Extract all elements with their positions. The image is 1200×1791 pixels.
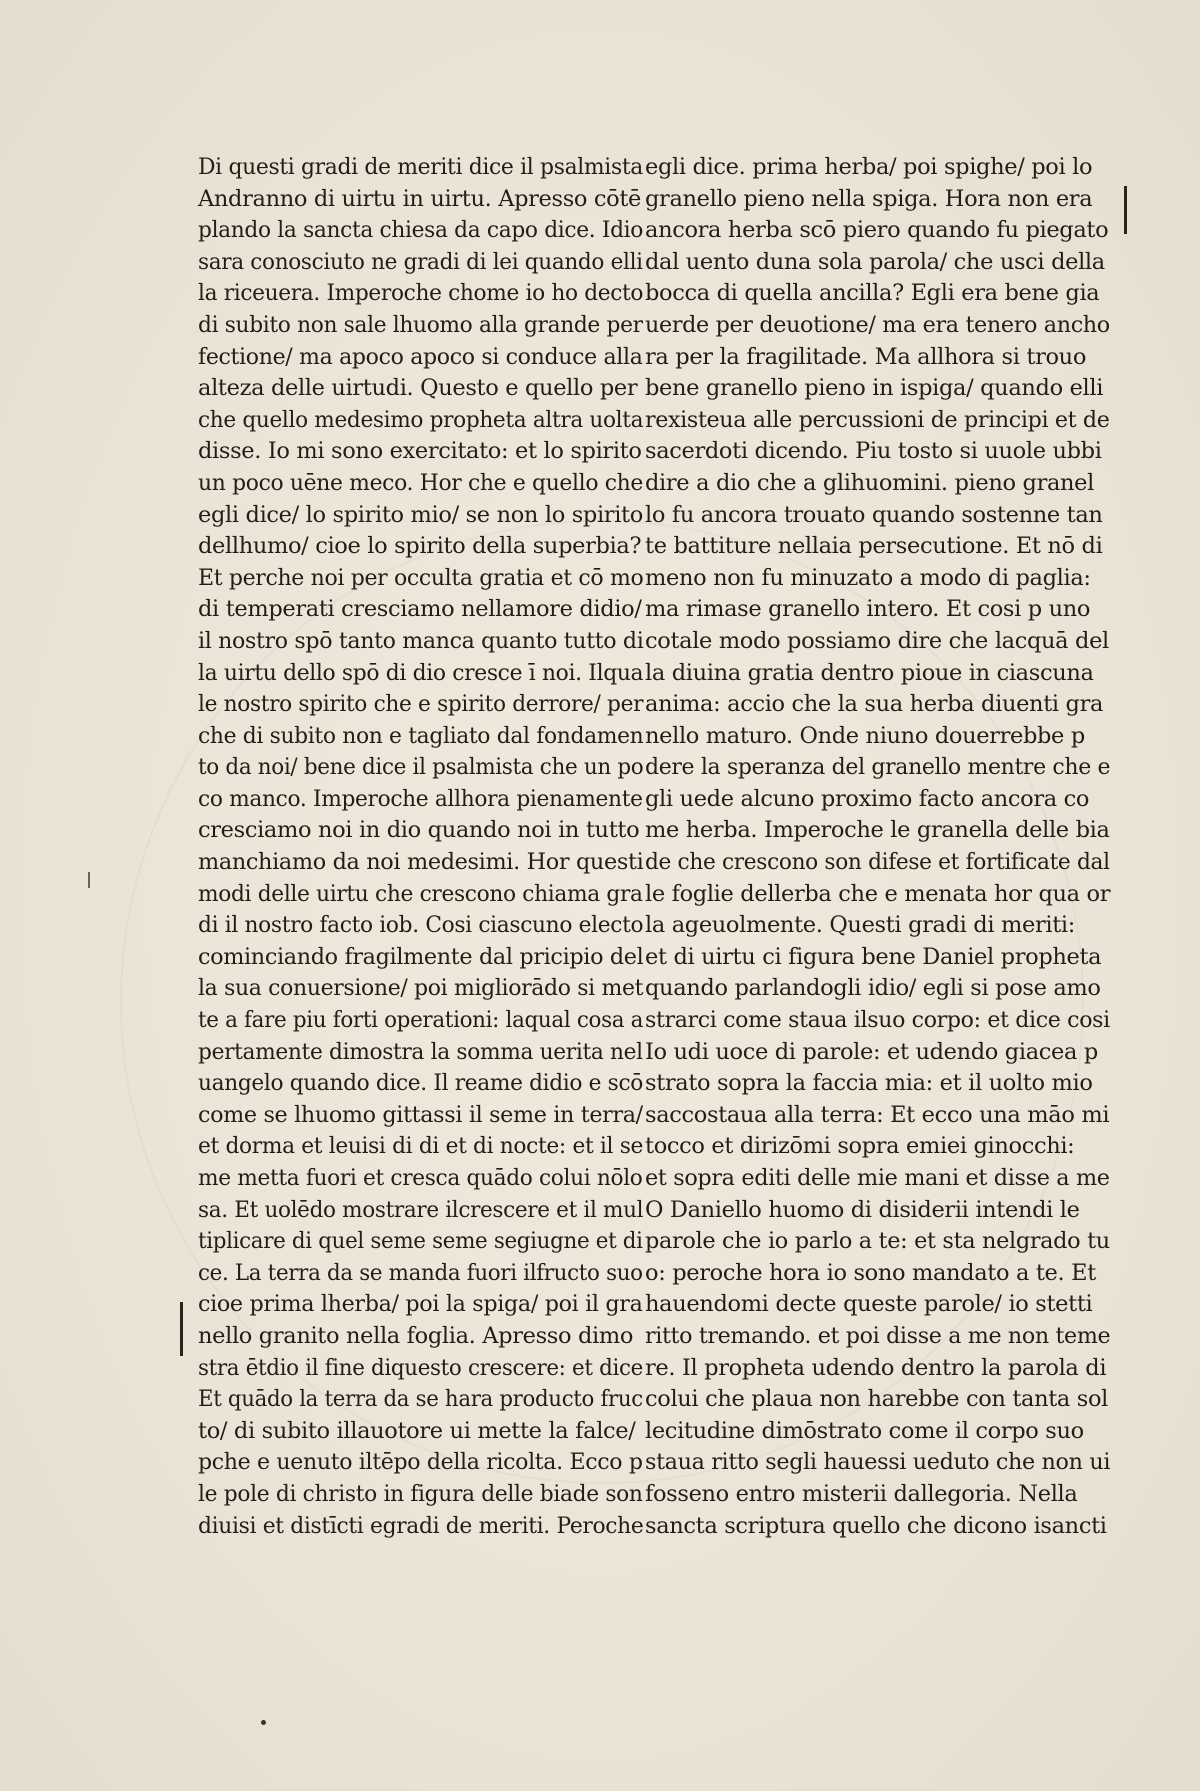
right-column-text-line: re. Il propheta udendo dentro la parola di bbox=[645, 1354, 1107, 1381]
left-column-text-line: la riceuera. Imperoche chome io ho decto bbox=[198, 280, 644, 307]
right-column-text-line: O Daniello huomo di disiderii intendi le bbox=[645, 1196, 1080, 1223]
right-column-text-line: tocco et dirizōmi sopra emiei ginocchi: bbox=[645, 1133, 1075, 1160]
left-margin-tick-mark bbox=[88, 872, 90, 888]
left-column-text-line: plando la sancta chiesa da capo dice. Idio bbox=[198, 217, 644, 244]
right-column-text-line: dal uento duna sola parola/ che usci della bbox=[645, 248, 1105, 275]
right-margin-rule-mark bbox=[1124, 186, 1127, 234]
right-column-text-line: bocca di quella ancilla? Egli era bene gia bbox=[645, 280, 1100, 307]
right-column-text-line: bene granello pieno in ispiga/ quando elli bbox=[645, 375, 1104, 402]
left-text-column bbox=[198, 152, 648, 1542]
left-column-text-line: Andranno di uirtu in uirtu. Apresso cōtē bbox=[198, 185, 642, 212]
left-column-text-line: di il nostro facto iob. Cosi ciascuno electo bbox=[198, 912, 644, 939]
left-column-text-line: la sua conuersione/ poi migliorādo si met bbox=[198, 975, 644, 1002]
right-column-text-line: le foglie dellerba che e menata hor qua or bbox=[645, 880, 1111, 907]
left-column-text-line: nello granito nella foglia. Apresso dimo bbox=[198, 1322, 634, 1349]
left-column-text-line: egli dice/ lo spirito mio/ se non lo spirito bbox=[198, 501, 643, 528]
right-column-text-line: la ageuolmente. Questi gradi di meriti: bbox=[645, 912, 1075, 939]
right-column-text-line: gli uede alcuno proximo facto ancora co bbox=[645, 785, 1090, 812]
right-column-text-line: fosseno entro misterii dallegoria. Nella bbox=[645, 1480, 1078, 1507]
left-column-text-line: cominciando fragilmente dal pricipio del bbox=[198, 943, 644, 970]
right-column-text-line: te battiture nellaia persecutione. Et nō di bbox=[645, 533, 1103, 560]
left-column-text-line: fectione/ ma apoco apoco si conduce alla bbox=[198, 343, 643, 370]
left-column-text-line: dellhumo/ cioe lo spirito della superbia? bbox=[198, 533, 642, 560]
right-column-text-line: et di uirtu ci figura bene Daniel propheta bbox=[645, 943, 1102, 970]
ink-dot bbox=[261, 1720, 266, 1725]
right-column-text-line: quando parlandogli idio/ egli si pose amo bbox=[645, 975, 1101, 1002]
left-column-text-line: tiplicare di quel seme seme segiugne et di bbox=[198, 1228, 643, 1255]
right-column-text-line: nello maturo. Onde niuno douerrebbe p bbox=[645, 722, 1085, 749]
right-column-text-line: parole che io parlo a te: et sta nelgrado tu bbox=[645, 1228, 1110, 1255]
right-column-text-line: meno non fu minuzato a modo di paglia: bbox=[645, 564, 1091, 591]
left-column-text-line: diuisi et distīcti egradi de meriti. Peroche bbox=[198, 1512, 644, 1539]
left-column-text-line: stra ētdio il fine diquesto crescere: et dice bbox=[198, 1354, 643, 1381]
right-column-text-line: lo fu ancora trouato quando sostenne tan bbox=[645, 501, 1103, 528]
left-column-text-line: Et quādo la terra da se hara producto fruc bbox=[198, 1386, 643, 1413]
left-column-text-line: il nostro spō tanto manca quanto tutto di bbox=[198, 627, 644, 654]
left-column-text-line: uangelo quando dice. Il reame didio e scō bbox=[198, 1070, 643, 1097]
left-column-text-line: Et perche noi per occulta gratia et cō mo bbox=[198, 564, 644, 591]
right-column-text-line: o: peroche hora io sono mandato a te. Et bbox=[645, 1259, 1096, 1286]
left-column-text-line: che di subito non e tagliato dal fondamen bbox=[198, 722, 644, 749]
left-column-text-line: la uirtu dello spō di dio cresce ī noi. Ilqua bbox=[198, 659, 644, 686]
right-column-text-line: sacerdoti dicendo. Piu tosto si uuole ubbi bbox=[645, 438, 1102, 465]
right-column-text-line: ritto tremando. et poi disse a me non teme bbox=[645, 1322, 1111, 1349]
left-margin-rule-mark bbox=[180, 1302, 183, 1356]
left-column-text-line: pertamente dimostra la somma uerita nel bbox=[198, 1038, 643, 1065]
left-column-text-line: alteza delle uirtudi. Questo e quello per bbox=[198, 375, 638, 402]
left-column-text-line: di subito non sale lhuomo alla grande per bbox=[198, 311, 643, 338]
right-column-text-line: colui che plaua non harebbe con tanta sol bbox=[645, 1386, 1109, 1413]
left-column-text-line: come se lhuomo gittassi il seme in terra/ bbox=[198, 1101, 643, 1128]
right-column-text-line: sancta scriptura quello che dicono isancti bbox=[645, 1512, 1107, 1539]
right-column-text-line: granello pieno nella spiga. Hora non era bbox=[645, 185, 1093, 212]
left-column-text-line: me metta fuori et cresca quādo colui nōlo bbox=[198, 1165, 643, 1191]
right-column-text-line: dire a dio che a glihuomini. pieno granel bbox=[645, 469, 1094, 496]
left-column-text-line: disse. Io mi sono exercitato: et lo spirito bbox=[198, 438, 642, 465]
right-column-text-line: anima: accio che la sua herba diuenti gra bbox=[645, 691, 1104, 718]
left-column-text-line: un poco uēne meco. Hor che e quello che bbox=[198, 469, 644, 496]
left-column-text-line: cresciamo noi in dio quando noi in tutto bbox=[198, 817, 640, 844]
left-column-text-line: to/ di subito illauotore ui mette la falce/ bbox=[198, 1417, 636, 1444]
right-column-text-line: staua ritto segli hauessi ueduto che non ui bbox=[645, 1449, 1111, 1476]
right-column-text-line: et sopra editi delle mie mani et disse a me bbox=[645, 1165, 1110, 1191]
left-column-text-line: co manco. Imperoche allhora pienamente bbox=[198, 785, 643, 812]
right-column-text-line: lecitudine dimōstrato come il corpo suo bbox=[645, 1417, 1084, 1444]
right-column-text-line: de che crescono son difese et fortificate dal bbox=[645, 849, 1110, 876]
left-column-text-line: di temperati cresciamo nellamore didio/ bbox=[198, 596, 642, 623]
right-column-text-line: me herba. Imperoche le granella delle bia bbox=[645, 817, 1110, 844]
left-column-text-line: cioe prima lherba/ poi la spiga/ poi il gra bbox=[198, 1291, 643, 1318]
right-column-text-line: cotale modo possiamo dire che lacquā del bbox=[645, 627, 1109, 654]
left-column-text-line: sara conosciuto ne gradi di lei quando elli bbox=[198, 248, 643, 275]
right-column-text-line: strarci come staua ilsuo corpo: et dice cosi bbox=[645, 1007, 1110, 1034]
right-column-text-line: ma rimase granello intero. Et cosi p uno bbox=[645, 596, 1091, 623]
right-column-text-line: uerde per deuotione/ ma era tenero ancho bbox=[645, 311, 1110, 338]
right-column-text-line: hauendomi decte queste parole/ io stetti bbox=[645, 1291, 1093, 1318]
right-column-text-line: dere la speranza del granello mentre che e bbox=[645, 754, 1111, 781]
right-column-text-line: saccostaua alla terra: Et ecco una māo mi bbox=[645, 1101, 1110, 1128]
left-column-text-line: le pole di christo in figura delle biade son bbox=[198, 1480, 643, 1507]
right-text-column bbox=[645, 152, 1115, 1542]
left-column-text-line: le nostro spirito che e spirito derrore/ per bbox=[198, 691, 644, 718]
right-column-text-line: egli dice. prima herba/ poi spighe/ poi lo bbox=[645, 154, 1093, 180]
right-column-text-line: ancora herba scō piero quando fu piegato bbox=[645, 217, 1109, 244]
left-column-text-line: sa. Et uolēdo mostrare ilcrescere et il mul bbox=[198, 1196, 644, 1223]
left-column-text-line: pche e uenuto iltēpo della ricolta. Ecco p bbox=[198, 1449, 643, 1476]
left-column-text-line: to da noi/ bene dice il psalmista che un po bbox=[198, 754, 644, 781]
right-column-text-line: Io udi uoce di parole: et udendo giacea p bbox=[645, 1038, 1098, 1065]
left-column-text-line: te a fare piu forti operationi: laqual cosa a bbox=[198, 1007, 644, 1034]
left-column-text-line: ce. La terra da se manda fuori ilfructo suo bbox=[198, 1259, 643, 1286]
right-column-text-line: strato sopra la faccia mia: et il uolto mio bbox=[645, 1070, 1093, 1097]
right-column-text-line: ra per la fragilitade. Ma allhora si trouo bbox=[645, 343, 1087, 370]
left-column-text-line: modi delle uirtu che crescono chiama gra bbox=[198, 880, 643, 907]
left-column-text-line: Di questi gradi de meriti dice il psalmista bbox=[198, 154, 643, 180]
right-column-text-line: la diuina gratia dentro pioue in ciascuna bbox=[645, 659, 1094, 686]
left-column-text-line: manchiamo da noi medesimi. Hor questi bbox=[198, 849, 644, 876]
left-column-text-line: che quello medesimo propheta altra uolta bbox=[198, 406, 644, 433]
right-column-text-line: rexisteua alle percussioni de principi et de bbox=[645, 406, 1110, 433]
left-column-text-line: et dorma et leuisi di di et di nocte: et il se bbox=[198, 1133, 644, 1160]
